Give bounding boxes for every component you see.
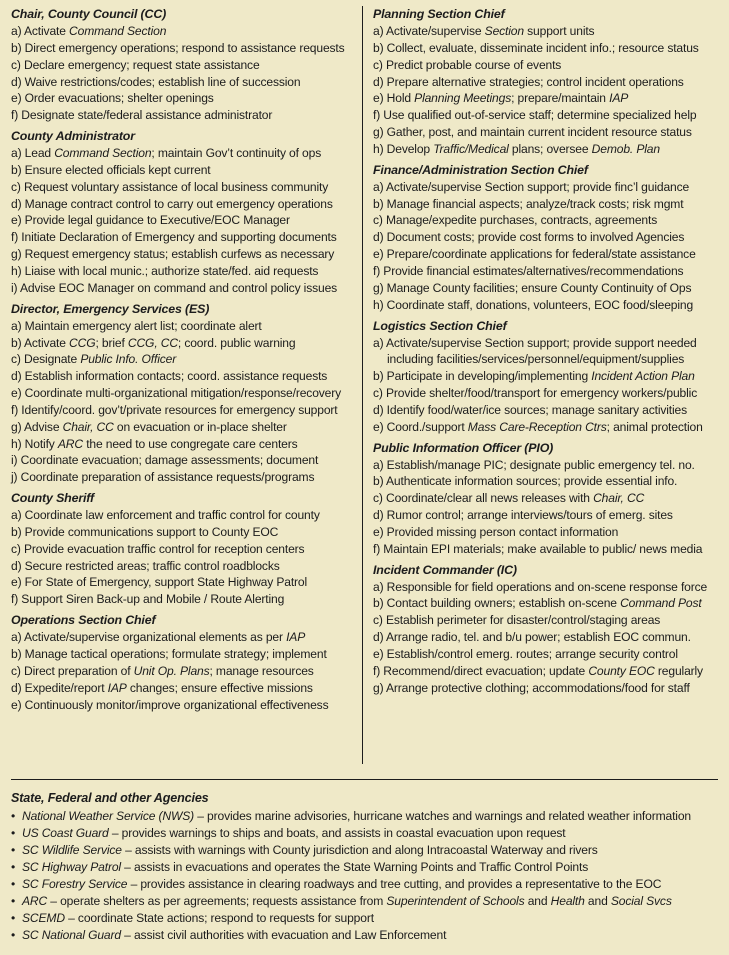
- item-text: f) Use qualified out-of-service staff; determine specialized help: [373, 108, 697, 123]
- bullet-icon: •: [11, 843, 16, 857]
- agencies-title: State, Federal and other Agencies: [11, 791, 209, 805]
- item-text: – operate shelters as per agreements; requests assistance from: [47, 894, 387, 908]
- duty-item: [373, 179, 723, 196]
- section-title: Public Information Officer (PIO): [373, 440, 554, 455]
- emphasis-text: Incident Action Plan: [591, 369, 695, 384]
- duty-item: [11, 196, 356, 213]
- section-logistics-section-chief: [373, 318, 723, 436]
- duty-item: [373, 124, 723, 141]
- duty-item: [373, 263, 723, 280]
- item-text: b) Provide communications support to County EOC: [11, 524, 279, 539]
- duty-item: [373, 473, 723, 490]
- section-incident-commander-ic: [373, 562, 723, 697]
- agency-item: [11, 808, 723, 825]
- duty-item: [11, 541, 356, 558]
- item-text: f) Designate state/federal assistance administrator: [11, 108, 273, 123]
- duty-item: [11, 663, 356, 680]
- item-text: a) Activate/supervise Section support; provide finc’l guidance: [373, 179, 690, 194]
- emphasis-text: Superintendent of Schools: [386, 894, 525, 908]
- item-text: f) Initiate Declaration of Emergency and supporting documents: [11, 230, 337, 245]
- duty-item: [11, 40, 356, 57]
- item-text: – coordinate State actions; respond to requests for support: [64, 911, 374, 925]
- duty-item: [11, 179, 356, 196]
- agency-item: [11, 876, 723, 893]
- bullet-icon: •: [11, 894, 16, 908]
- duty-item: [11, 646, 356, 663]
- item-text: g) Manage County facilities; ensure County Continuity of Ops: [373, 280, 692, 295]
- emphasis-text: Demob. Plan: [591, 141, 660, 156]
- item-text: plans; oversee: [508, 141, 592, 156]
- agency-item: [11, 927, 723, 944]
- item-text: and: [524, 894, 551, 908]
- section-chair-county-council-cc: [11, 6, 356, 124]
- item-text: c) Manage/expedite purchases, contracts, agreements: [373, 213, 658, 228]
- section-public-information-officer-pio: [373, 440, 723, 558]
- item-text: e) Coord./support: [373, 419, 468, 434]
- duty-item: [11, 229, 356, 246]
- item-text: f) Provide financial estimates/alternatives/recommendations: [373, 263, 684, 278]
- section-title: Logistics Section Chief: [373, 318, 507, 333]
- duty-item: [11, 318, 356, 335]
- item-text: c) Designate: [11, 352, 81, 367]
- duty-item: [11, 162, 356, 179]
- item-text: j) Coordinate preparation of assistance requests/programs: [11, 470, 315, 485]
- item-text: e) Order evacuations; shelter openings: [11, 91, 214, 106]
- emphasis-text: ARC: [57, 436, 83, 451]
- duty-item: [373, 57, 723, 74]
- duty-item: [373, 23, 723, 40]
- item-text: d) Expedite/report: [11, 680, 108, 695]
- emphasis-text: Planning Meetings: [414, 91, 512, 106]
- duty-item: [11, 57, 356, 74]
- section-director-emergency-services-es: [11, 301, 356, 486]
- item-text: b) Manage tactical operations; formulate strategy; implement: [11, 647, 327, 661]
- duty-item: [11, 469, 356, 486]
- emphasis-text: Chair, CC: [62, 419, 114, 434]
- item-text: ; manage resources: [209, 663, 314, 678]
- item-text: – assists with warnings with County jurisdiction and along Intracoastal Waterway and rivers: [121, 843, 598, 857]
- item-text: d) Establish information contacts; coord. assistance requests: [11, 369, 328, 384]
- duty-item: [11, 280, 356, 297]
- duty-item: [373, 507, 723, 524]
- agency-item: [11, 910, 723, 927]
- item-text: g) Request emergency status; establish curfews as necessary: [11, 247, 335, 262]
- duty-item: [11, 419, 356, 436]
- emphasis-text: Command Section: [69, 24, 167, 38]
- emphasis-text: National Weather Service (NWS): [22, 809, 195, 823]
- duty-item: [373, 595, 723, 612]
- item-text: including facilities/services/personnel/equipment/supplies: [387, 352, 685, 367]
- duty-item: [373, 196, 723, 213]
- column-divider: [362, 6, 363, 764]
- duty-item: [11, 212, 356, 229]
- item-text: ; coord. public warning: [177, 335, 296, 350]
- emphasis-text: CCG: [69, 335, 96, 350]
- agency-item: [11, 859, 723, 876]
- item-text: i) Advise EOC Manager on command and control policy issues: [11, 280, 338, 295]
- item-text: d) Waive restrictions/codes; establish line of succession: [11, 74, 301, 89]
- item-text: f) Recommend/direct evacuation; update: [373, 663, 589, 678]
- duty-item: [373, 402, 723, 419]
- item-text: d) Document costs; provide cost forms to involved Agencies: [373, 230, 685, 245]
- duty-item: [373, 229, 723, 246]
- duty-item: [373, 629, 723, 646]
- item-text: a) Establish/manage PIC; designate public emergency tel. no.: [373, 457, 695, 472]
- duty-item: [11, 90, 356, 107]
- item-text: a) Activate: [11, 24, 70, 38]
- duty-item: [11, 74, 356, 91]
- emphasis-text: IAP: [107, 680, 127, 695]
- item-text: d) Arrange radio, tel. and b/u power; establish EOC commun.: [373, 630, 691, 645]
- duty-item: [11, 697, 356, 714]
- duty-item: [11, 335, 356, 352]
- emphasis-text: Mass Care-Reception Ctrs: [467, 419, 607, 434]
- item-text: a) Activate/supervise organizational elements as per: [11, 630, 287, 645]
- item-text: – provides warnings to ships and boats, and assists in coastal evacuation upon request: [108, 826, 566, 840]
- item-text: c) Declare emergency; request state assistance: [11, 57, 260, 72]
- duty-item: [11, 680, 356, 697]
- item-text: ; brief: [95, 335, 128, 350]
- bullet-icon: •: [11, 877, 16, 891]
- duty-item: [11, 452, 356, 469]
- duty-item: [373, 297, 723, 314]
- item-text: h) Develop: [373, 141, 434, 156]
- emphasis-text: Command Post: [620, 596, 702, 611]
- item-text: b) Activate: [11, 335, 70, 350]
- duty-item: [373, 280, 723, 297]
- duty-item: [373, 490, 723, 507]
- emphasis-text: County EOC: [588, 663, 655, 678]
- duty-item: [11, 591, 356, 608]
- item-text: e) For State of Emergency, support State Highway Patrol: [11, 575, 308, 590]
- item-text: a) Responsible for field operations and on-scene response force: [373, 579, 708, 594]
- duty-item: [373, 90, 723, 107]
- item-text: d) Prepare alternative strategies; control incident operations: [373, 74, 684, 89]
- item-text: a) Activate/supervise: [373, 24, 485, 38]
- item-text: b) Collect, evaluate, disseminate incident info.; resource status: [373, 40, 699, 55]
- item-text: c) Request voluntary assistance of local business community: [11, 179, 329, 194]
- section-county-sheriff: [11, 490, 356, 608]
- item-text: g) Arrange protective clothing; accommodations/food for staff: [373, 680, 690, 695]
- item-text: e) Hold: [373, 91, 415, 106]
- bullet-icon: •: [11, 928, 16, 942]
- duty-item: [373, 107, 723, 124]
- item-text: h) Coordinate staff, donations, volunteers, EOC food/sleeping: [373, 297, 694, 312]
- item-text: ; maintain Gov’t continuity of ops: [151, 146, 322, 161]
- item-text: a) Lead: [11, 146, 55, 161]
- item-text: support units: [523, 24, 595, 38]
- item-text: c) Predict probable course of events: [373, 57, 562, 72]
- duty-item: [11, 558, 356, 575]
- item-text: on evacuation or in-place shelter: [113, 419, 287, 434]
- item-text: b) Direct emergency operations; respond to assistance requests: [11, 40, 345, 55]
- section-title: Finance/Administration Section Chief: [373, 162, 588, 177]
- agency-item: [11, 893, 723, 910]
- item-text: changes; ensure effective missions: [126, 680, 313, 695]
- item-text: e) Coordinate multi-organizational mitigation/response/recovery: [11, 386, 342, 401]
- duty-item: [373, 40, 723, 57]
- duty-item: [373, 541, 723, 558]
- duty-item: [373, 419, 723, 436]
- item-text: – provides assistance in clearing roadways and tree cutting, and provides a representative to the EOC: [127, 877, 662, 891]
- duty-item: [373, 663, 723, 680]
- duty-item: [11, 145, 356, 162]
- item-text: ; animal protection: [606, 419, 703, 434]
- duty-item: [11, 368, 356, 385]
- duty-item: [11, 574, 356, 591]
- section-title: Planning Section Chief: [373, 7, 505, 21]
- item-text: – provides marine advisories, hurricane watches and warnings and related weather information: [194, 809, 691, 823]
- emphasis-text: IAP: [609, 91, 629, 106]
- item-text: e) Establish/control emerg. routes; arrange security control: [373, 647, 678, 661]
- duty-item: [373, 141, 723, 158]
- section-title: County Sheriff: [11, 491, 95, 506]
- bullet-icon: •: [11, 860, 16, 874]
- agency-item: [11, 842, 723, 859]
- item-text: c) Coordinate/clear all news releases with: [373, 491, 594, 506]
- section-title: Operations Section Chief: [11, 613, 156, 628]
- duty-item: [373, 351, 723, 368]
- section-operations-section-chief: [11, 612, 356, 713]
- emphasis-text: SCEMD: [22, 911, 65, 925]
- item-text: e) Provided missing person contact information: [373, 524, 619, 539]
- item-text: – assist civil authorities with evacuation and Law Enforcement: [120, 928, 447, 942]
- item-text: h) Liaise with local munic.; authorize state/fed. aid requests: [11, 263, 319, 278]
- duty-item: [11, 507, 356, 524]
- item-text: c) Direct preparation of: [11, 663, 134, 678]
- item-text: c) Provide evacuation traffic control for reception centers: [11, 541, 305, 556]
- emphasis-text: Section: [484, 24, 524, 38]
- item-text: b) Ensure elected officials kept current: [11, 162, 211, 177]
- item-text: i) Coordinate evacuation; damage assessments; document: [11, 453, 319, 468]
- duty-item: [11, 23, 356, 40]
- duty-item: [373, 246, 723, 263]
- duty-item: [373, 579, 723, 596]
- left-column: [11, 6, 356, 713]
- emphasis-text: Chair, CC: [593, 491, 645, 506]
- duty-item: [373, 457, 723, 474]
- emphasis-text: SC Forestry Service: [22, 877, 128, 891]
- item-text: c) Establish perimeter for disaster/control/staging areas: [373, 613, 661, 628]
- item-text: – assists in evacuations and operates the State Warning Points and Traffic Control Points: [120, 860, 589, 874]
- item-text: h) Notify: [11, 436, 58, 451]
- item-text: g) Advise: [11, 419, 63, 434]
- duty-item: [11, 402, 356, 419]
- item-text: b) Manage financial aspects; analyze/track costs; risk mgmt: [373, 196, 684, 211]
- section-finance-administration-section-chief: [373, 162, 723, 314]
- duty-item: [373, 385, 723, 402]
- emphasis-text: ARC: [22, 894, 48, 908]
- agency-item: [11, 825, 723, 842]
- emphasis-text: Health: [550, 894, 585, 908]
- emphasis-text: Unit Op. Plans: [133, 663, 210, 678]
- bullet-icon: •: [11, 911, 16, 925]
- item-text: a) Activate/supervise Section support; provide support needed: [373, 335, 697, 350]
- item-text: regularly: [654, 663, 703, 678]
- emphasis-text: US Coast Guard: [22, 826, 109, 840]
- duty-item: [11, 246, 356, 263]
- duty-item: [11, 436, 356, 453]
- duty-item: [373, 612, 723, 629]
- section-title: Incident Commander (IC): [373, 562, 517, 577]
- item-text: d) Identify food/water/ice sources; manage sanitary activities: [373, 402, 688, 417]
- bullet-icon: •: [11, 826, 16, 840]
- duty-item: [373, 524, 723, 541]
- item-text: ; prepare/maintain: [511, 91, 610, 106]
- section-title: County Administrator: [11, 129, 135, 144]
- duty-item: [11, 107, 356, 124]
- emphasis-text: Public Info. Officer: [80, 352, 177, 367]
- duty-item: [11, 524, 356, 541]
- right-column: [373, 6, 723, 697]
- item-text: e) Prepare/coordinate applications for federal/state assistance: [373, 247, 696, 262]
- agencies-divider: [11, 779, 718, 780]
- duty-item: [11, 263, 356, 280]
- duty-item: [373, 212, 723, 229]
- item-text: and: [584, 894, 611, 908]
- emphasis-text: Command Section: [54, 146, 152, 161]
- item-text: e) Provide legal guidance to Executive/EOC Manager: [11, 213, 290, 228]
- emphasis-text: Traffic/Medical: [433, 141, 509, 156]
- agency-list: [11, 808, 723, 944]
- section-title: Chair, County Council (CC): [11, 7, 167, 21]
- item-text: f) Maintain EPI materials; make available to public/ news media: [373, 541, 703, 556]
- duty-item: [373, 74, 723, 91]
- item-text: the need to use congregate care centers: [82, 436, 298, 451]
- duty-item: [373, 646, 723, 663]
- emphasis-text: SC Highway Patrol: [22, 860, 121, 874]
- emphasis-text: IAP: [286, 630, 306, 645]
- section-title: Director, Emergency Services (ES): [11, 301, 210, 316]
- item-text: g) Gather, post, and maintain current incident resource status: [373, 125, 692, 140]
- duty-item: [11, 351, 356, 368]
- item-text: b) Authenticate information sources; provide essential info.: [373, 474, 678, 489]
- duty-item: [11, 385, 356, 402]
- item-text: d) Rumor control; arrange interviews/tours of emerg. sites: [373, 508, 673, 523]
- duty-item: [373, 680, 723, 697]
- item-text: a) Coordinate law enforcement and traffic control for county: [11, 508, 320, 523]
- bullet-icon: •: [11, 809, 16, 823]
- duty-item: [11, 629, 356, 646]
- item-text: b) Participate in developing/implementing: [373, 369, 592, 384]
- item-text: d) Manage contract control to carry out emergency operations: [11, 196, 333, 211]
- item-text: d) Secure restricted areas; traffic control roadblocks: [11, 558, 280, 573]
- emphasis-text: CCG, CC: [127, 335, 178, 350]
- item-text: c) Provide shelter/food/transport for emergency workers/public: [373, 386, 698, 401]
- emphasis-text: SC National Guard: [22, 928, 121, 942]
- item-text: a) Maintain emergency alert list; coordinate alert: [11, 318, 262, 333]
- duty-item: [373, 335, 723, 352]
- section-county-administrator: [11, 128, 356, 297]
- item-text: f) Support Siren Back-up and Mobile / Route Alerting: [11, 592, 285, 607]
- emphasis-text: Social Svcs: [610, 894, 672, 908]
- item-text: b) Contact building owners; establish on-scene: [373, 596, 621, 611]
- emphasis-text: SC Wildlife Service: [22, 843, 122, 857]
- item-text: e) Continuously monitor/improve organizational effectiveness: [11, 697, 329, 712]
- item-text: f) Identify/coord. gov’t/private resources for emergency support: [11, 402, 338, 417]
- section-planning-section-chief: [373, 6, 723, 158]
- agencies-section: [11, 790, 723, 944]
- duty-item: [373, 368, 723, 385]
